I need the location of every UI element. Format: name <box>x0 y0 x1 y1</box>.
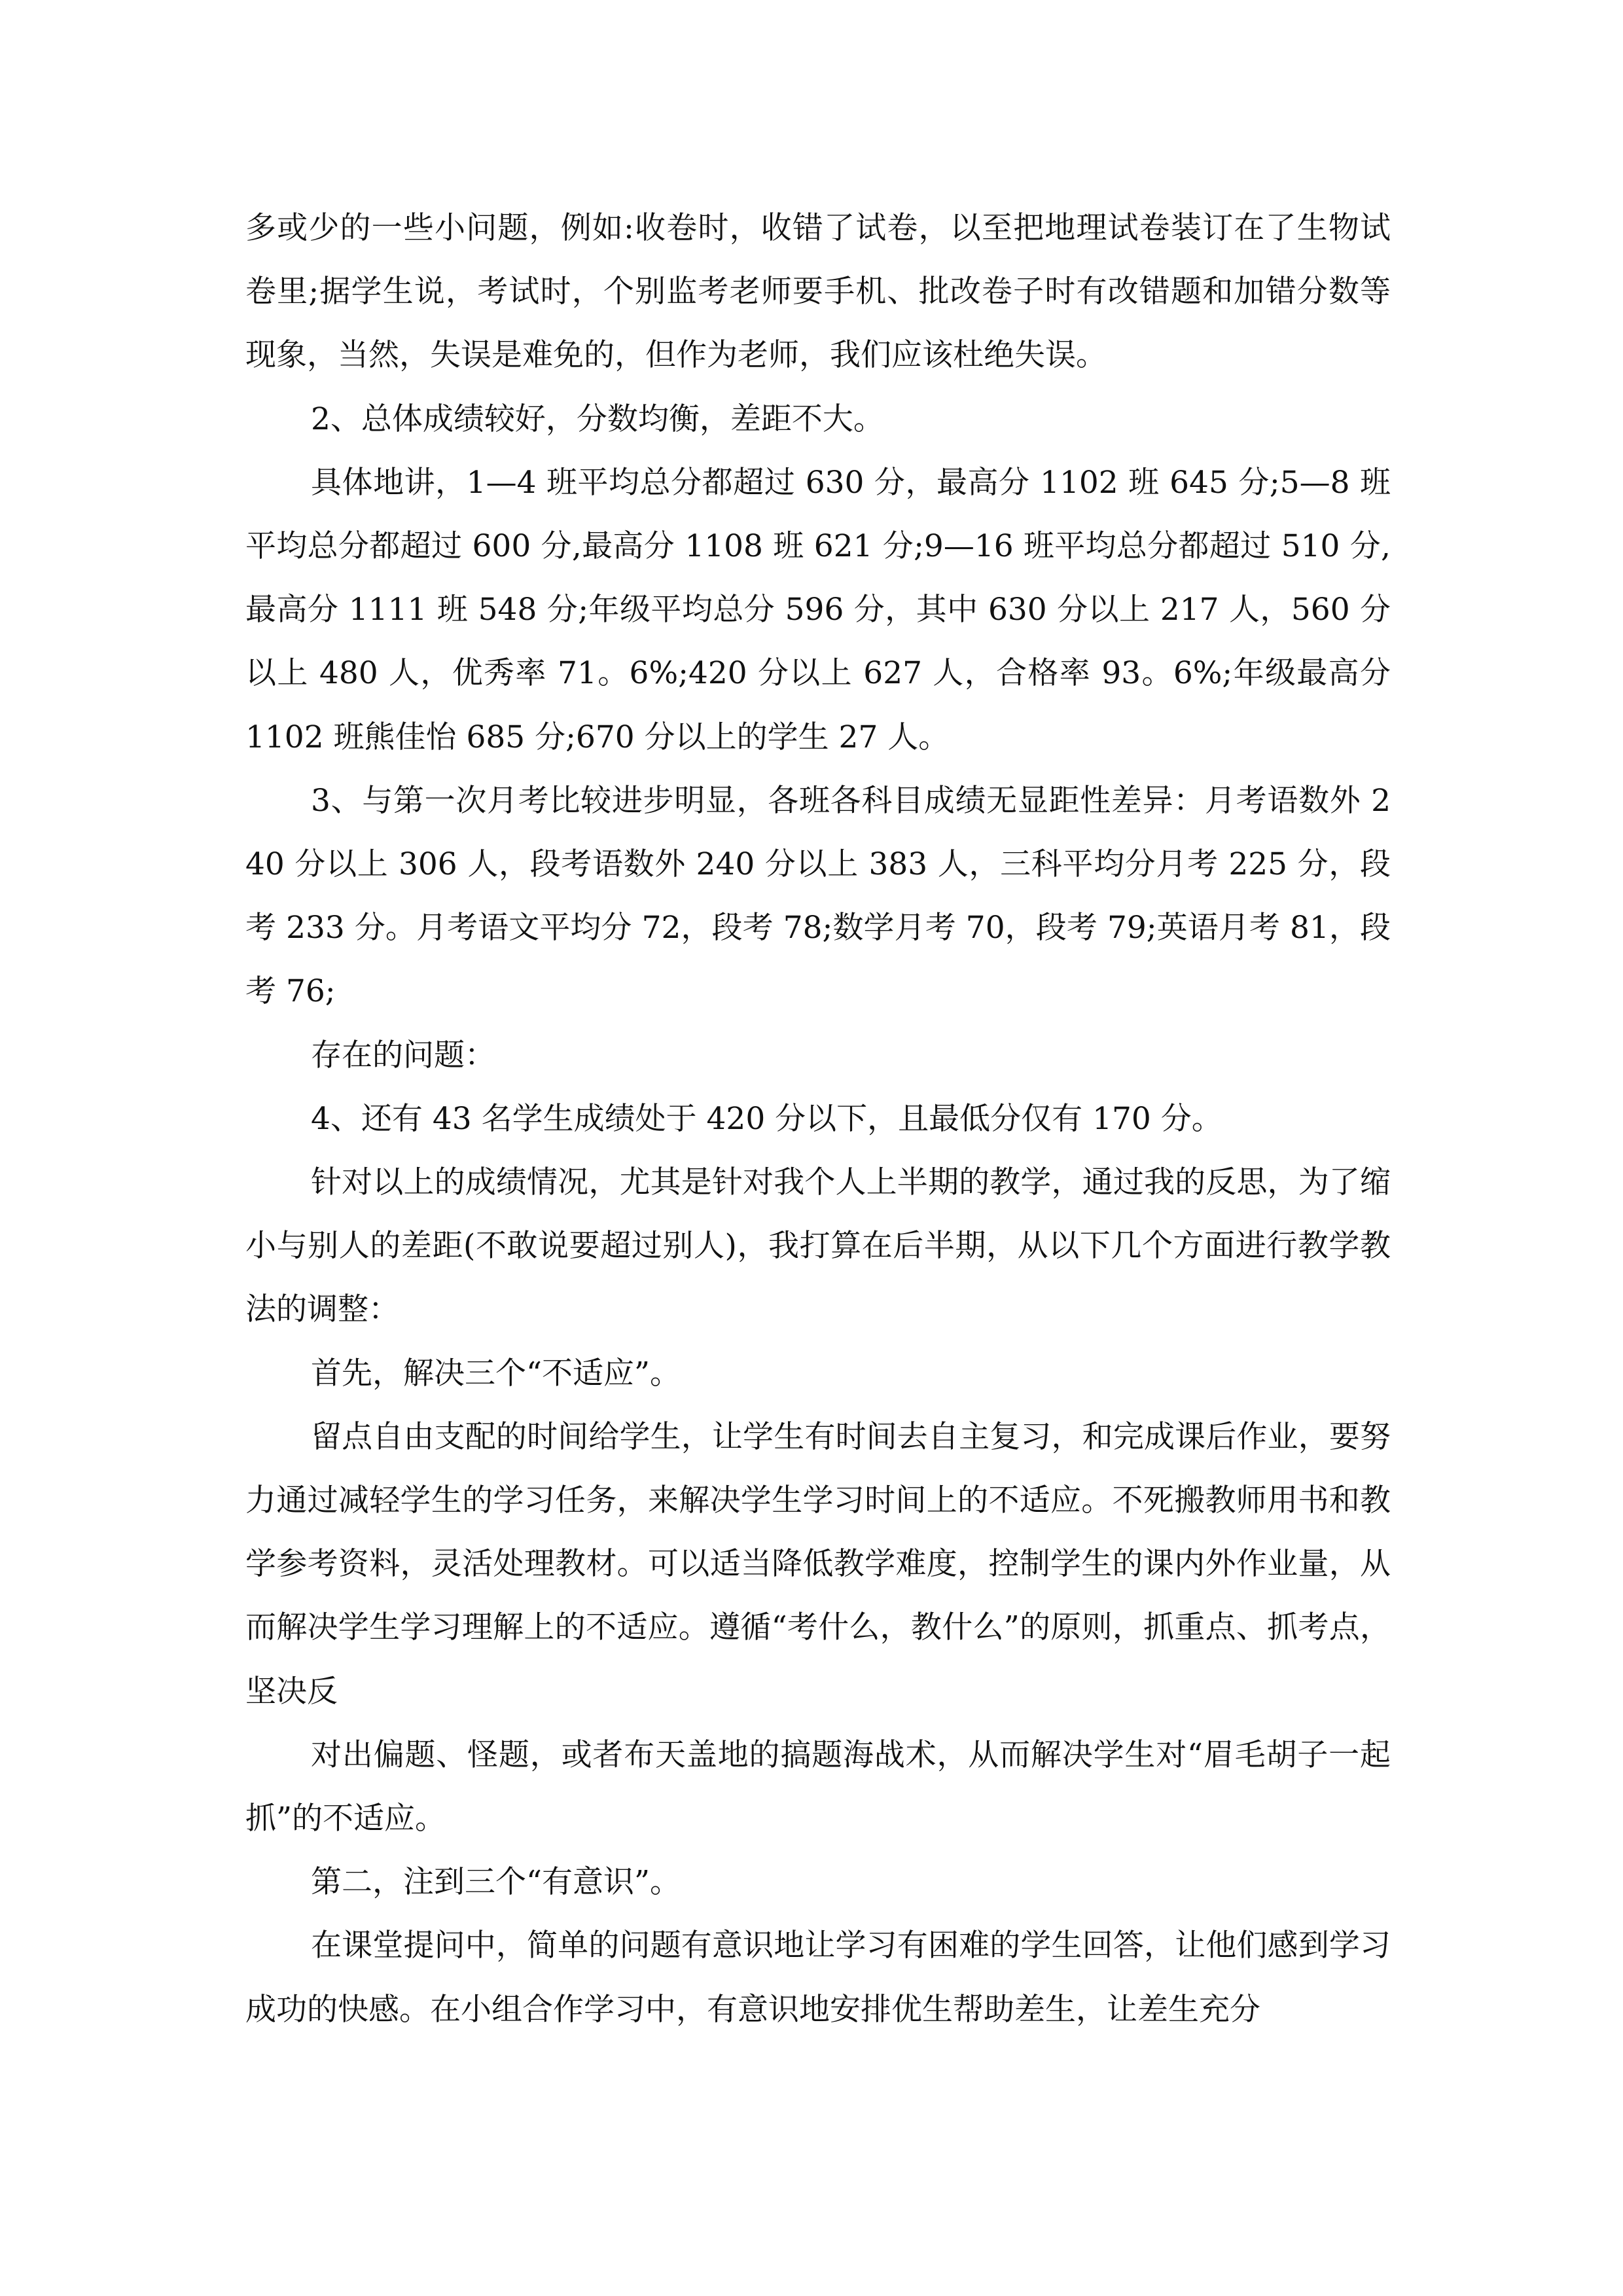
paragraph-5: 存在的问题： <box>311 1037 495 1073</box>
paragraph-7: 针对以上的成绩情况，尤其是针对我个人上半期的教学，通过我的反思，为了缩小与别人的差距(不敢说要超过别人)，我打算在后半期，从以下几个方面进行教学教法的调整： <box>245 1164 1391 1328</box>
paragraph-6: 4、还有 43 名学生成绩处于 420 分以下，且最低分仅有 170 分。 <box>311 1100 1222 1137</box>
paragraph-4: 3、与第一次月考比较进步明显，各班各科目成绩无显距性差异：月考语数外 240 分以上 306 人，段考语数外 240 分以上 383 人，三科平均分月考 225 分，段考 233 分。月考语文平均分 72，段考 78;数学月考 70，段考 79;英语月考 81，段考 76; <box>245 782 1391 1010</box>
paragraph-2: 2、总体成绩较好，分数均衡，差距不大。 <box>311 401 884 437</box>
paragraph-9: 留点自由支配的时间给学生，让学生有时间去自主复习，和完成课后作业，要努力通过减轻学生的学习任务，来解决学生学习时间上的不适应。不死搬教师用书和教学参考资料，灵活处理教材。可以适当降低教学难度，控制学生的课内外作业量，从而解决学生学习理解上的不适应。遵循“考什么，教什么”的原则，抓重点、抓考点，坚决反 <box>245 1418 1391 1710</box>
paragraph-10: 对出偏题、怪题，或者布天盖地的搞题海战术，从而解决学生对“眉毛胡子一起抓”的不适应。 <box>245 1736 1391 1837</box>
paragraph-11: 第二，注到三个“有意识”。 <box>311 1864 681 1901</box>
document-body <box>245 196 1391 2041</box>
paragraph-3: 具体地讲，1—4 班平均总分都超过 630 分，最高分 1102 班 645 分;5—8 班平均总分都超过 600 分,最高分 1108 班 621 分;9—16 班平均总分都超过 510 分,最高分 1111 班 548 分;年级平均总分 596 分，其中 630 分以上 217 人，560 分以上 480 人，优秀率 71。6%;420 分以上 627 人，合格率 93。6%;年级最高分 1102 班熊佳怡 685 分;670 分以上的学生 27 人。 <box>245 464 1391 755</box>
paragraph-12: 在课堂提问中，简单的问题有意识地让学习有困难的学生回答，让他们感到学习成功的快感。在小组合作学习中，有意识地安排优生帮助差生，让差生充分 <box>245 1928 1391 2028</box>
paragraph-1: 多或少的一些小问题，例如:收卷时，收错了试卷，以至把地理试卷装订在了生物试卷里;据学生说，考试时，个别监考老师要手机、批改卷子时有改错题和加错分数等现象，当然，失误是难免的，但作为老师，我们应该杜绝失误。 <box>245 210 1391 374</box>
paragraph-8: 首先，解决三个“不适应”。 <box>311 1355 681 1391</box>
